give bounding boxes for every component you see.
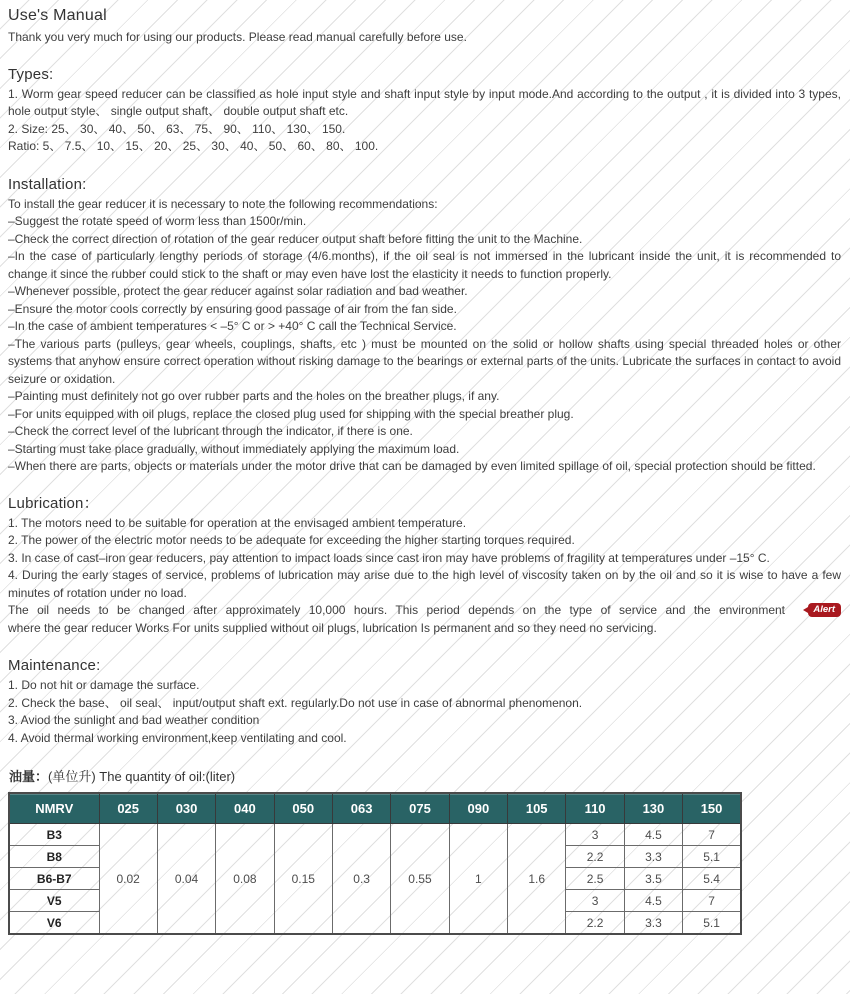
installation-bullet: –In the case of particularly lengthy periods of storage (4/6.months), if the oil seal is not immersed in the lubricant inside the unit, it is recommended to change it since the rubber could stick to the shaft or may even have lost the elasticity it needs to function properly. — [8, 249, 841, 281]
oil-change-note-text: The oil needs to be changed after approximately 10,000 hours. This period depends on the type of service and the environment — [8, 603, 785, 617]
column-header: 050 — [274, 793, 332, 824]
oil-table-title-en: (单位升) The quantity of oil:(liter) — [48, 769, 236, 784]
oil-change-note-line2: where the gear reducer Works For units supplied without oil plugs, lubrication Is permanent and so they need no servicing. — [8, 620, 657, 635]
column-header: 063 — [332, 793, 390, 824]
installation-bullet: –Suggest the rotate speed of worm less than 1500r/min. — [8, 214, 307, 228]
types-line: 2. Size: 25、 30、 40、 50、 63、 75、 90、 110、 130、 150. — [8, 121, 346, 136]
column-header: 075 — [391, 793, 449, 824]
installation-bullet: –The various parts (pulleys, gear wheels, couplings, shafts, etc ) must be mounted on the solid or hollow shafts using special threaded holes or other systems that anyhow ensure correct operation without risking damage to the bearings or external parts of the units. Lubricate the surfaces in contact to avoid seizure or oxidation. — [8, 336, 841, 386]
oil-table-title-zh: 油量： — [9, 769, 49, 784]
column-header: 105 — [508, 793, 566, 824]
oil-change-note-line1 — [8, 602, 841, 620]
oil-value-cell: 3 — [566, 824, 624, 846]
installation-bullet: –In the case of ambient temperatures < –5° C or > +40° C call the Technical Service. — [8, 319, 457, 333]
installation-bullet: –When there are parts, objects or materials under the motor drive that can be damaged by even limited spillage of oil, special protection should be fitted. — [8, 459, 816, 473]
column-header: 040 — [216, 793, 274, 824]
table-row — [9, 824, 741, 846]
oil-value-cell: 7 — [683, 890, 741, 912]
section-heading-types: Types: — [8, 65, 54, 83]
merged-oil-value-cell: 0.04 — [157, 824, 215, 935]
oil-value-cell: 2.5 — [566, 868, 624, 890]
merged-oil-value-cell: 0.08 — [216, 824, 274, 935]
installation-bullet: –Painting must definitely not go over rubber parts and the holes on the breather plugs, if any. — [8, 389, 500, 403]
merged-oil-value-cell: 1 — [449, 824, 507, 935]
merged-oil-value-cell: 0.55 — [391, 824, 449, 935]
lubrication-item: 4. During the early stages of service, problems of lubrication may arise due to the high level of viscosity taken on by the oil and so it is wise to have a few minutes of rotation under no load. — [8, 568, 841, 600]
column-header: NMRV — [9, 793, 99, 824]
lubrication-item: 1. The motors need to be suitable for operation at the envisaged ambient temperature. — [8, 515, 467, 530]
section-heading-maintenance: Maintenance: — [8, 657, 101, 674]
merged-oil-value-cell: 0.3 — [332, 824, 390, 935]
oil-value-cell: 3.3 — [624, 912, 682, 935]
maintenance-item: 1. Do not hit or damage the surface. — [8, 678, 200, 692]
oil-value-cell: 5.4 — [683, 868, 741, 890]
oil-value-cell: 2.2 — [566, 912, 624, 935]
maintenance-item: 2. Check the base、 oil seal、 input/output shaft ext. regularly.Do not use in case of abnormal phenomenon. — [8, 695, 583, 710]
alert-arrow-icon — [803, 607, 808, 613]
row-label-cell: V6 — [9, 912, 99, 935]
merged-oil-value-cell: 0.15 — [274, 824, 332, 935]
oil-value-cell: 7 — [683, 824, 741, 846]
column-header: 025 — [99, 793, 157, 824]
installation-bullet: –Check the correct level of the lubricant through the indicator, if there is one. — [8, 424, 413, 438]
oil-value-cell: 3 — [566, 890, 624, 912]
oil-value-cell: 5.1 — [683, 912, 741, 935]
oil-value-cell: 2.2 — [566, 846, 624, 868]
row-label-cell: B8 — [9, 846, 99, 868]
installation-bullet: –Whenever possible, protect the gear reducer against solar radiation and bad weather. — [8, 284, 468, 298]
row-label-cell: B3 — [9, 824, 99, 846]
row-label-cell: V5 — [9, 890, 99, 912]
maintenance-item: 3. Aviod the sunlight and bad weather condition — [8, 713, 260, 727]
lubrication-item: 2. The power of the electric motor needs to be adequate for exceeding the higher starting torques required. — [8, 533, 575, 547]
types-line: 1. Worm gear speed reducer can be classified as hole input style and shaft input style by input mode.And according to the output , it is divided into 3 types, hole output style、 single output shaft、 double output shaft etc. — [8, 86, 841, 118]
section-heading-installation: Installation: — [8, 175, 87, 193]
intro-text: Thank you very much for using our products. Please read manual carefully before use. — [8, 30, 467, 44]
merged-oil-value-cell: 1.6 — [508, 824, 566, 935]
oil-value-cell: 5.1 — [683, 846, 741, 868]
oil-value-cell: 4.5 — [624, 890, 682, 912]
alert-badge — [808, 603, 841, 617]
column-header: 090 — [449, 793, 507, 824]
table-header-row — [9, 793, 741, 824]
column-header: 130 — [624, 793, 682, 824]
merged-oil-value-cell: 0.02 — [99, 824, 157, 935]
section-heading-lubrication: Lubrication： — [8, 494, 99, 512]
types-line: Ratio: 5、 7.5、 10、 15、 20、 25、 30、 40、 50、 60、 80、 100. — [8, 139, 379, 153]
installation-bullet: –Starting must take place gradually, without immediately applying the maximum load. — [8, 441, 460, 456]
oil-table-title — [9, 768, 841, 785]
installation-bullet: –For units equipped with oil plugs, replace the closed plug used for shipping with the special breather plug. — [8, 406, 574, 421]
column-header: 030 — [157, 793, 215, 824]
oil-quantity-table — [8, 792, 742, 935]
alert-label: Alert — [813, 604, 835, 615]
row-label-cell: B6-B7 — [9, 868, 99, 890]
oil-value-cell: 3.5 — [624, 868, 682, 890]
column-header: 110 — [566, 793, 624, 824]
oil-value-cell: 4.5 — [624, 824, 682, 846]
installation-intro: To install the gear reducer it is necessary to note the following recommendations: — [8, 196, 438, 211]
oil-value-cell: 3.3 — [624, 846, 682, 868]
column-header: 150 — [683, 793, 741, 824]
lubrication-item: 3. In case of cast–iron gear reducers, pay attention to impact loads since cast iron may have problems of fragility at temperatures under –15° C. — [8, 550, 770, 565]
installation-bullet: –Check the correct direction of rotation of the gear reducer output shaft before fitting the unit to the Machine. — [8, 231, 583, 246]
maintenance-item: 4. Avoid thermal working environment,keep ventilating and cool. — [8, 730, 347, 745]
installation-bullet: –Ensure the motor cools correctly by ensuring good passage of air from the fan side. — [8, 301, 457, 316]
page-title: Use's Manual — [8, 7, 107, 24]
